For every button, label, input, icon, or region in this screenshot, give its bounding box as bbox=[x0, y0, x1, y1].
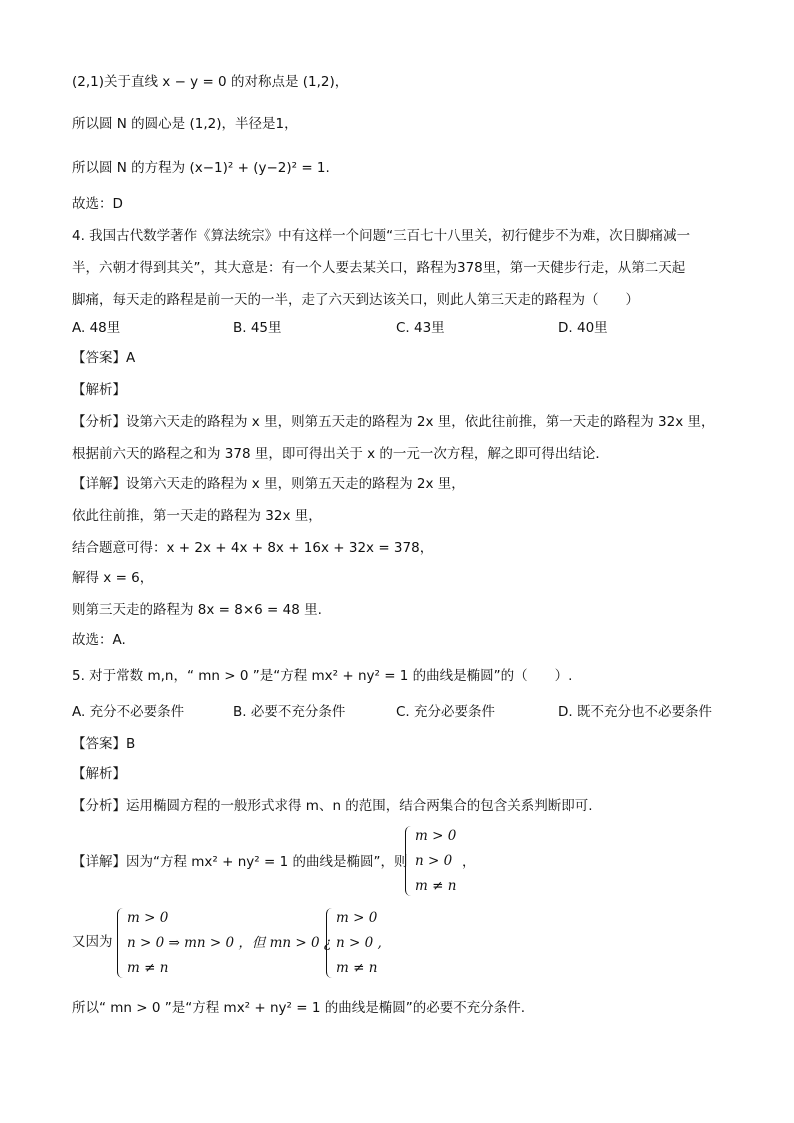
brace bbox=[405, 826, 414, 896]
q5-option-d: D. 既不充分也不必要条件 bbox=[558, 704, 712, 720]
brace bbox=[117, 908, 126, 978]
q4-detail-line-4: 解得 x = 6， bbox=[72, 570, 154, 586]
solution-line-equation: 所以圆 N 的方程为 (x−1)² + (y−2)² = 1. bbox=[72, 160, 330, 176]
q4-detail-line-1: 【详解】设第六天走的路程为 x 里，则第五天走的路程为 2x 里， bbox=[72, 476, 465, 492]
condition-row: n > 0 ⇒ mn > 0 ，但 mn > 0 ¿ bbox=[127, 935, 332, 951]
condition-row: m ≠ n bbox=[127, 960, 169, 976]
q4-option-b: B. 45里 bbox=[233, 320, 282, 336]
q4-option-c: C. 43里 bbox=[396, 320, 445, 336]
q5-option-b: B. 必要不充分条件 bbox=[233, 704, 346, 720]
q4-detail-line-5: 则第三天走的路程为 8x = 8×6 = 48 里. bbox=[72, 602, 322, 618]
condition-row: m > 0 bbox=[336, 910, 378, 926]
solution-line-center: 所以圆 N 的圆心是 (1,2)，半径是1， bbox=[72, 116, 298, 132]
condition-row: m > 0 bbox=[127, 910, 169, 926]
q4-answer: 【答案】A bbox=[72, 350, 136, 366]
question-4-line-2: 半，六朝才得到其关”，其大意是：有一个人要去某关口，路程为378里，第一天健步行走，从第二天起 bbox=[72, 260, 686, 276]
brace bbox=[326, 908, 335, 978]
q5-detail-line-1: 【详解】因为“方程 mx² + ny² = 1 的曲线是椭圆”，则 bbox=[72, 854, 408, 870]
q5-option-c: C. 充分必要条件 bbox=[396, 704, 496, 720]
q4-analysis-heading: 【解析】 bbox=[72, 382, 126, 398]
question-4-line-3: 脚痛，每天走的路程是前一天的一半，走了六天到达该关口，则此人第三天走的路程为（ ） bbox=[72, 292, 639, 308]
condition-row: n > 0 , bbox=[336, 935, 382, 951]
condition-row: m ≠ n bbox=[336, 960, 378, 976]
solution-choice-3: 故选：D bbox=[72, 196, 123, 212]
q4-detail-line-2: 依此往前推，第一天走的路程为 32x 里， bbox=[72, 508, 322, 524]
q5-analysis-line: 【分析】运用椭圆方程的一般形式求得 m、n 的范围，结合两集合的包含关系判断即可. bbox=[72, 798, 593, 814]
q5-detail-conclusion: 所以“ mn > 0 ”是“方程 mx² + ny² = 1 的曲线是椭圆”的必要不充分条件. bbox=[72, 1000, 526, 1016]
q4-detail-choice: 故选：A. bbox=[72, 632, 126, 648]
system-of-conditions-3 bbox=[326, 908, 396, 978]
question-5: 5. 对于常数 m,n，“ mn > 0 ”是“方程 mx² + ny² = 1 的曲线是椭圆”的（ ）. bbox=[72, 668, 573, 684]
system-of-conditions-2 bbox=[117, 908, 332, 978]
solution-line-symmetry: (2,1)关于直线 x − y = 0 的对称点是 (1,2)， bbox=[72, 74, 349, 90]
q4-analysis-line-1: 【分析】设第六天走的路程为 x 里，则第五天走的路程为 2x 里，依此往前推，第一天走的路程为 32x 里， bbox=[72, 414, 715, 430]
q5-answer: 【答案】B bbox=[72, 736, 136, 752]
q5-analysis-heading: 【解析】 bbox=[72, 766, 126, 782]
q4-option-a: A. 48里 bbox=[72, 320, 121, 336]
condition-row: m ≠ n bbox=[415, 878, 457, 894]
q5-option-a: A. 充分不必要条件 bbox=[72, 704, 185, 720]
q5-detail-line-2-prefix: 又因为 bbox=[72, 934, 113, 950]
q5-detail-line-1-tail: ， bbox=[462, 854, 476, 870]
q4-analysis-line-2: 根据前六天的路程之和为 378 里，即可得出关于 x 的一元一次方程，解之即可得出结论． bbox=[72, 446, 609, 462]
question-4-line-1: 4. 我国古代数学著作《算法统宗》中有这样一个问题“三百七十八里关，初行健步不为难，次日脚痛减一 bbox=[72, 228, 691, 244]
condition-row: n > 0 bbox=[415, 853, 453, 869]
condition-row: m > 0 bbox=[415, 828, 457, 844]
q4-detail-line-3: 结合题意可得：x + 2x + 4x + 8x + 16x + 32x = 378， bbox=[72, 540, 434, 556]
q4-option-d: D. 40里 bbox=[558, 320, 608, 336]
